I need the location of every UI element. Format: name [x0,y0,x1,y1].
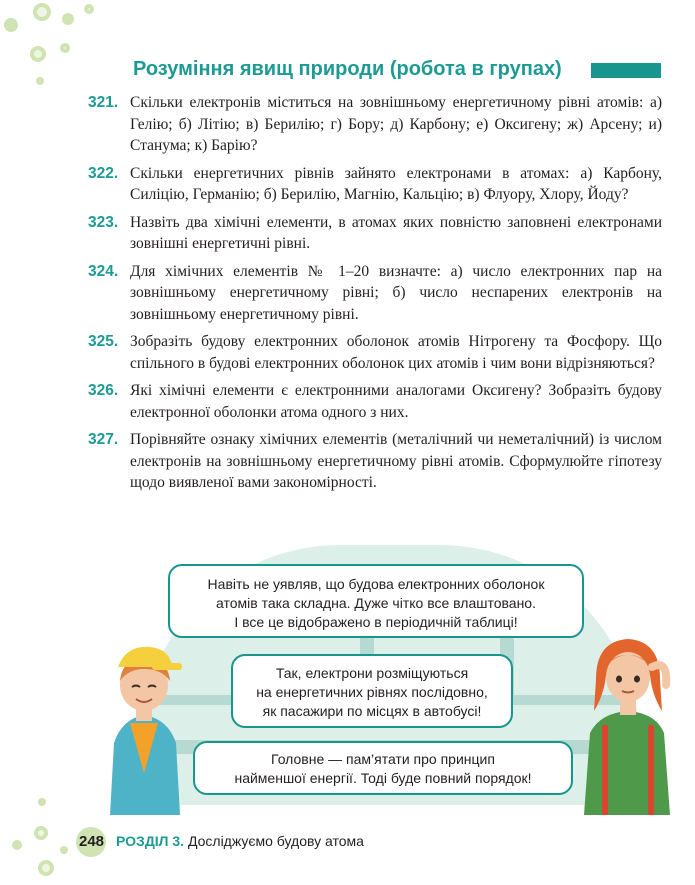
bubble-line: Так, електрони розміщуються [275,665,469,681]
task-text: Скільки енергетичних рівнів зайнято електронами в атомах: а) Карбону, Силіцію, Германію; б) Берилію, Магнію, Кальцію; в) Флуору, Хлору, Йоду? [130,164,662,203]
speech-bubble [168,564,584,638]
decor-dot [36,77,44,85]
footer-chapter [116,833,364,849]
decor-dot [12,840,22,850]
boy-illustration [92,623,197,815]
task-text: Порівняйте ознаку хімічних елементів (металічний чи неметалічний) із числом електронів на зовнішньому енергетичному рівні атомів. Сформулюйте гіпотезу щодо виявленої вами закономірності. [130,431,662,491]
task-item [88,429,662,494]
task-item [88,380,662,423]
heading-bar [591,63,661,78]
decor-dot [4,18,18,32]
decor-dot [33,3,51,21]
task-item [88,261,662,326]
task-number: 321. [88,94,119,111]
bubble-line: Навіть не уявляв, що будова електронних оболонок [207,576,545,592]
task-number: 322. [88,164,119,182]
decor-dot [30,46,46,62]
decor-dot [84,4,94,14]
task-text: Скільки електронів міститься на зовнішньому енергетичному рівні атомів: а) Гелію; б) Літію; в) Берилію; г) Бору; д) Карбону; е) Оксигену; ж) Арсену; и) Станума; к) Барію? [130,94,662,154]
page-number: 248 [79,833,105,850]
decor-dot [38,798,46,806]
chapter-label: РОЗДІЛ 3. [116,833,185,849]
decor-dot [60,846,68,854]
task-item [88,331,662,374]
speech-bubble [193,741,573,795]
decor-dot [38,860,54,876]
task-number: 325. [88,333,119,350]
task-item [88,163,662,206]
bubble-line: найменшої енергії. Тоді буде повний порядок! [234,770,532,786]
bubble-line: на енергетичних рівнях послідовно, [256,684,488,700]
task-text: Назвіть два хімічні елементи, в атомах яких повністю заповнені електронами зовнішні енергетичні рівні. [130,213,662,252]
task-number: 327. [88,431,119,448]
decor-dot [60,43,70,53]
task-text: Зобразіть будову електронних оболонок атомів Нітрогену та Фосфору. Що спільного в будові електронних оболонок цих атомів і чим вони відрізняються? [130,333,662,372]
chapter-title: Досліджуємо будову атома [187,833,364,849]
girl-illustration [572,615,682,815]
speech-bubble [231,654,513,728]
bubble-line: І все це відображено в періодичній таблиці! [234,614,518,630]
bubble-line: як пасажири по місцях в автобусі! [262,703,482,719]
task-item [88,212,662,255]
task-list [88,92,662,500]
bubble-line: атомів така складна. Дуже чітко все влаштовано. [216,595,536,611]
task-text: Для хімічних елементів № 1–20 визначте: а) число електронних пар на зовнішньому енергетичному рівні; б) число неспарених електронів на зовнішньому енергетичному рівні. [130,262,662,323]
section-title: Розуміння явищ природи (робота в групах) [133,58,562,80]
task-number: 326. [88,382,119,399]
task-number: 324. [88,262,119,280]
task-text: Які хімічні елементи є електронними аналогами Оксигену? Зобразіть будову електронної оболонки атома одного з них. [130,382,662,421]
bubble-line: Головне — пам’ятати про принцип [271,751,495,767]
task-item [88,92,662,157]
decor-dot [34,826,48,840]
decor-dot [62,13,74,25]
task-number: 323. [88,213,119,231]
